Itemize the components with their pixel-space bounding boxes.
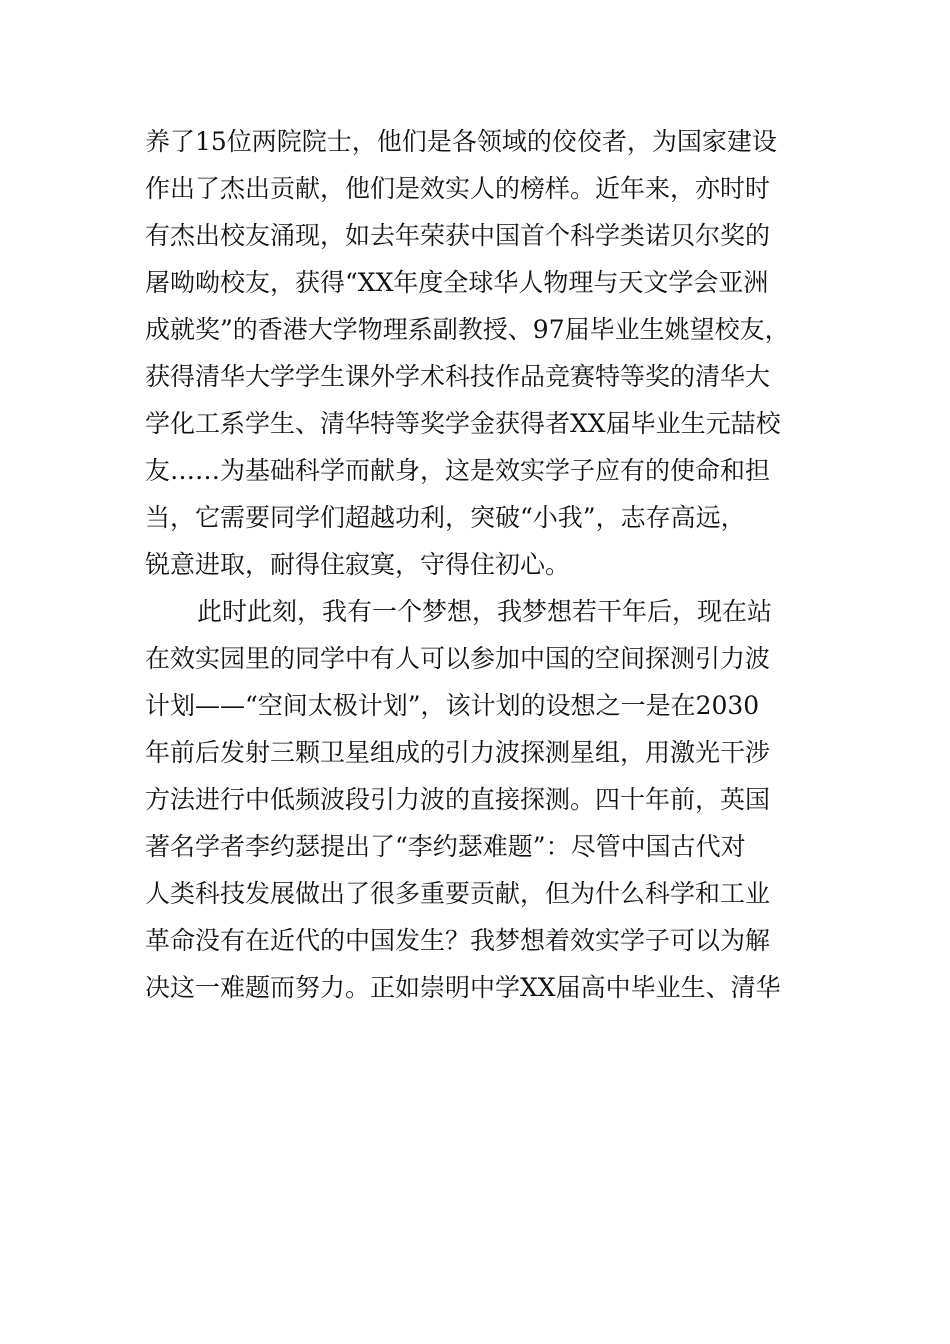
text-line: 人类科技发展做出了很多重要贡献，但为什么科学和工业 [145,879,771,908]
text-line: 有杰出校友涌现，如去年荣获中国首个科学类诺贝尔奖的 [145,221,771,250]
text-line: 当，它需要同学们超越功利，突破“小我”，志存高远， [145,503,746,532]
text-line: 决这一难题而努力。正如崇明中学XX届高中毕业生、清华 [145,973,781,1002]
text-line: 屠呦呦校友，获得“XX年度全球华人物理与天文学会亚洲 [145,268,769,297]
text-line: 养了15位两院院士，他们是各领域的佼佼者，为国家建设 [145,127,777,156]
text-line: 成就奖”的香港大学物理系副教授、97届毕业生姚望校友， [145,315,790,344]
text-line: 锐意进取，耐得住寂寞，守得住初心。 [145,550,571,579]
text-line: 年前后发射三颗卫星组成的引力波探测星组，用激光干涉 [145,738,771,767]
text-line: 作出了杰出贡献，他们是效实人的榜样。近年来，亦时时 [145,174,771,203]
text-line: 方法进行中低频波段引力波的直接探测。四十年前，英国 [145,785,771,814]
text-line: 计划——“空间太极计划”，该计划的设想之一是在2030 [145,691,760,720]
paragraph-2 [145,588,825,1011]
body-text [145,118,825,1011]
text-line: 学化工系学生、清华特等奖学金获得者XX届毕业生元喆校 [145,409,781,438]
text-line: 获得清华大学学生课外学术科技作品竞赛特等奖的清华大 [145,362,771,391]
paragraph-1 [145,118,825,588]
text-line: 在效实园里的同学中有人可以参加中国的空间探测引力波 [145,644,771,673]
text-line: 革命没有在近代的中国发生？我梦想着效实学子可以为解 [145,926,771,955]
text-line: 友……为基础科学而献身，这是效实学子应有的使命和担 [145,456,771,485]
text-line-indented: 此时此刻，我有一个梦想，我梦想若干年后，现在站 [197,597,773,626]
text-line: 著名学者李约瑟提出了“李约瑟难题”：尽管中国古代对 [145,832,746,861]
